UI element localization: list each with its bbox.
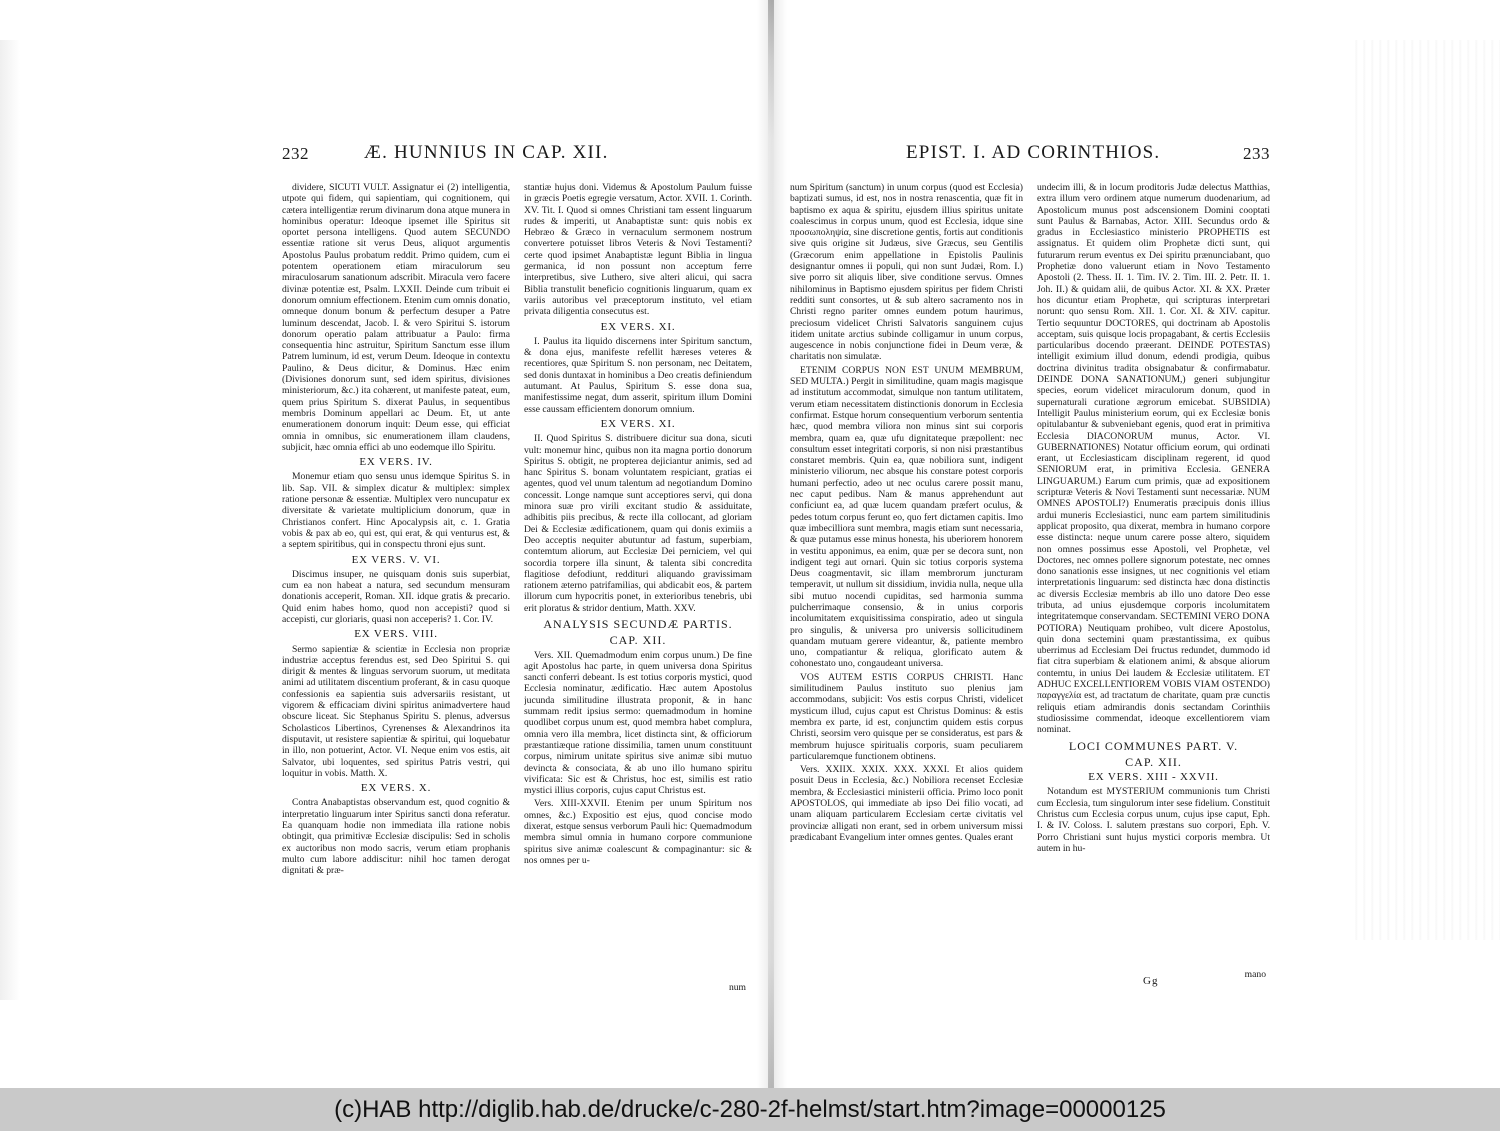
right-running-head [790, 140, 1270, 170]
left-page-column-2 [524, 182, 752, 982]
text-paragraph: Monemur etiam quo sensu unus idemque Spiritus S. in lib. Sap. VII. & simplex dicatur & multiplex: simplex ratione personæ & essentiæ. Multiplex vero nuncupatur ex diversitate & varietate multiplicium donorum, quæ in Christianos confert. Hinc Apocalypsis ait, c. 1. Gratia vobis & pax ab eo, qui est, qui erat, & qui venturus est, & a septem spiritibus, qui in conspectu throni ejus sunt. [282, 471, 510, 551]
right-catchword: mano [1244, 969, 1266, 980]
text-paragraph: num Spiritum (sanctum) in unum corpus (quod est Ecclesia) baptizati sumus, id est, nos in nostra renascentia, quæ fit in baptismo ex aqua & spiritu, ejusdem illius spiritus unitate coalescimus in corpus unum, quod est Ecclesia, idque sine προσωποληψία, sine discretione gentis, fortis aut conditionis sive quis origine sit Judæus, sive Græcus, seu Gentilis (Græcorum enim appellatione in Epistolis Paulinis designantur omnes ii populi, qui non sunt Judæi, Rom. I.) sive porro sit aliquis liber, sive conditione servus. Omnes nihilominus in Baptismo ejusdem spiritus per fidem Christi redditi sunt consortes, ut & sub altero sacramento nos in Christi regno pariter omnes eundem potum haurimus, preciosum videlicet Christi Salvatoris sanguinem cujus itidem unitate arctius subinde colligamur in unum corpus, augescence in nobis conjunctione fidei in Deum veræ, & charitatis non simulatæ. [790, 182, 1023, 363]
right-page-number: 233 [1243, 144, 1270, 163]
text-paragraph: ETENIM CORPUS NON EST UNUM MEMBRUM, SED MULTA.) Pergit in similitudine, quam magis magisque ad institutum accommodat, simulque non tantum utilitatem, verum etiam necessitatem distinctionis donorum in Ecclesia confirmat. Estque horum consequentium verborum sententia hæc, quod membra viliora non minus sint sui corporis membra, quam ea, quæ ufu dignitateque præpollent: nec consultum esset integritati corporis, si non nisi præstantibus constaret membris. Quin ea, quæ nobiliora sunt, indigent ministerio viliorum, nec absque his constare potest corporis humani perfectio, adeo ut nec oculus carere possit manu, nec caput pedibus. Nam & manus apprehendunt aut conficiunt ea, ad quæ lucem quandam præfert oculus, & pedes totum corpus ferunt eo, quo fert dictamen capitis. Imo quæ imbecilliora sunt membra, magis etiam sunt necessaria, & quæ putamus esse minus honesta, his uberiorem honorem in vestitu apponimus, ea enim, quæ per se decora sunt, non indigent tegi aut ornari. Quin sic totius corporis systema Deus coagmentavit, sic illam membrorum juncturam temperavit, ut nullum sit dissidium, invidia nulla, neque ulla sibi mutuo nocendi cupiditas, sed harmonia summa pulcherrimaque consensio, & in unius corporis incolumitatem exquisitissima conspiratio, adeo ut singula pro singulis, & universa pro universis sollicitudinem quandam mutuam gerere videantur, &, patiente membro uno, compatiantur & reliqua, glorificato autem & cohonestato uno, congaudeant universa. [790, 364, 1023, 670]
left-page-edge [0, 40, 20, 1000]
section-heading: EX VERS. V. VI. [351, 553, 441, 566]
left-catchword: num [728, 982, 746, 993]
text-paragraph: I. Paulus ita liquido discernens inter Spiritum sanctum, & dona ejus, manifeste refellit hæreses veteres & recentiores, quæ Spiritum S. non personam, nec Deitatem, sed donis duntaxat in hominibus a Deo creatis definiendum autumant. At Paulus, Spiritum S. esse dona sua, manifestissime negat, dum asserit, spiritum illum Domini esse caussam efficientem donorum omnium. [524, 335, 752, 415]
section-heading: LOCI COMMUNES PART. V. [1068, 738, 1239, 753]
right-page-column-1 [790, 182, 1023, 982]
section-heading: EX VERS. XI. [600, 417, 676, 430]
text-paragraph: undecim illi, & in locum proditoris Judæ delectus Matthias, extra illum vero ordinem atque numerum duodenarium, ad Apostolicum munus post adscensionem Domini cooptati sunt Paulus & Barnabas, Actor. XIII. Secundus ordo & gradus in Ecclesiastico ministerio PROPHETIS est assignatus. Et quidem olim Prophetæ dicti sunt, qui futurarum rerum eventus ex Dei spiritu prænunciabant, quo Prophetiæ dono valuerunt etiam in Novo Testamento Apostoli (2. Thess. II. 1. Tim. IV. 2. Tim. III. 2. Petr. II. 1. Joh. II.) & quidam alii, de quibus Actor. XI. & XX. Præter hos dicuntur etiam Prophetæ, qui scripturas interpretari norunt: quo sensu Rom. XII. 1. Cor. XI. & XIV. capitur. Tertio sequuntur DOCTORES, qui doctrinam ab Apostolis acceptam, suis quisque locis propagabant, & certis Ecclesiis particularibus docendo præerant. DEINDE POTESTAS) intelligit eximium illud donum, edendi prodigia, quibus doctrina divinitus tradita obsignabatur & confirmabatur. DEINDE DONA SANATIONUM,) generi subjungitur species, eorum videlicet miraculorum donum, quod in supernaturali curatione ægrorum emicebat. SUBSIDIA) Intelligit Paulus ministerium eorum, qui ex Ecclesiæ bonis opitulabantur & subveniebant egenis, quod erat in primitiva Ecclesia DIACONORUM munus, Actor. VI. GUBERNATIONES) Notatur officium eorum, qui ordinati erant, ut Ecclesiasticam disciplinam regerent, id quod SENIORUM erat, in primitiva Ecclesia. GENERA LINGUARUM.) Earum cum primis, quæ ad expositionem scripturæ Veteris & Novi Testamenti sunt necessariæ. NUM OMNES APOSTOLI?) Enumeratis præcipuis donis illius ardui muneris Ecclesiastici, nunc eam partem similitudinis applicat proposito, qua dixerat, membra in humano corpore esse distincta: neque unum carere posse altero, siquidem non omnes possimus esse Apostoli, vel Prophetæ, vel Doctores, nec omnes pollere signorum potestate, nec omnes dono sanationis esse insignes, ut nec cognitionis vel etiam interpretationis linguarum: sed distincta hæc dona distinctis ac diversis Ecclesiæ membris ab illo uno datore Deo esse tributa, ad unius ejusdemque corporis incolumitatem integritatemque conservandam. SECTEMINI VERO DONA POTIORA) Neutiquam prohibeo, vult dicere Apostolus, quin dona sectemini quam præstantissima, ex quibus uberrimus ad Ecclesiam Dei fructus redundet, dummodo id fiat citra superbiam & elationem animi, & absque aliorum contemtu, in unius Dei laudem & Ecclesiæ utilitatem. ET ADHUC EXCELLENTIOREM VOBIS VIAM OSTENDO) παραγγελία est, ad tractatum de charitate, quam præ cunctis reliquis etiam admirandis donis sectandam Corinthiis studiosissime commendat, ideoque excellentiorem viam nominat. [1037, 182, 1270, 736]
section-heading: CAP. XII. [609, 633, 667, 648]
text-paragraph: Sermo sapientiæ & scientiæ in Ecclesia non propriæ industriæ acceptus ferendus est, sed Deo Spiritui S. qui dirigit & mentes & linguas servorum suorum, ut meditata animi ad utilitatem discentium proferant, & in casu quoque confessionis ea sapientia suis adversariis resistant, ut vigorem & efficaciam divini spiritus animadvertere haud obscure liceat. Sic Stephanus Spiritu S. plenus, adversus Scholasticos Libertinos, Cyrenenses & Alexandrinos ita disputavit, ut resistere sapientiæ & spiritui, qui loquebatur in illo, non potuerint, Actor. VI. Neque enim vos estis, ait Salvator, ubi loquentes, sed spiritus Patris vestri, qui loquitur in vobis. Matth. X. [282, 643, 510, 779]
credit-url: (c)HAB http://diglib.hab.de/drucke/c-280-2f-helmst/start.htm?image=00000125 [334, 1095, 1166, 1123]
section-heading: EX VERS. XIII - XXVII. [1088, 771, 1219, 784]
text-paragraph: Vers. XIII-XXVII. Etenim per unum Spiritum nos omnes, &c.) Expositio est ejus, quod concise modo dixerat, estque sensus verborum Pauli hic: Quemadmodum membra simul omnia in humano corpore communione spiritus sive animæ coalescunt & compaginantur: sic & nos omnes per u- [524, 798, 752, 866]
text-paragraph: Vers. XII. Quemadmodum enim corpus unum.) De fine agit Apostolus hac parte, in quem universa dona Spiritus sancti conferri debeant. Is est totius corporis mystici, quod Ecclesia nominatur, ædificatio. Hæc autem Apostolus jucunda similitudine illustrata proponit, & in hanc summam redit ipsius sermo: quemadmodum in homine quodlibet corpus unum est, quod membra habet complura, omnia vero illa membra, licet distincta sint, & officiorum præstantiæque ratione dissimilia, tamen unum constituunt corpus, nimirum unitate spiritus sive animæ sibi mutuo devincta & consociata, & ab uno illo humano spiritu vivificata: Sic est & Christus, hoc est, similis est ratio mystici illius corporis, cujus caput Christus est. [524, 649, 752, 797]
signature-mark: Gg [1143, 975, 1159, 987]
section-heading: EX VERS. XI. [600, 320, 676, 333]
right-page-column-2 [1037, 182, 1270, 982]
text-paragraph: II. Quod Spiritus S. distribuere dicitur sua dona, sicuti vult: monemur hinc, quibus non ita magna portio donorum Spiritus S. obtigit, ne propterea dejiciantur animis, sed ad hanc Spiritus S. bonam voluntatem respiciant, gratias ei agentes, quod vel unum talentum ad negotiandum Domino concessit. Longe namque sunt acceptiores servi, qui dona minora suæ pro virili excitant studio & assiduitate, adhibitis piis precibus, & recte illa collocant, ad gloriam Dei & Ecclesiæ ædificationem, quam qui donis eximiis a Deo acceptis nequiter abutuntur ad fastum, superbiam, contemtum aliorum, aut Ecclesiæ Dei perniciem, vel qui socordia torpere illa sinunt, & talenta sibi concredita flagitiose defodiunt, reddituri aliquando gravissimam rationem æterno patrifamilias, qui abdicabit eos, & partem illorum cum hypocritis ponet, in exterioribus tenebris, ubi erit ploratus & stridor dentium, Matth. XXV. [524, 433, 752, 614]
credit-bar [0, 1088, 1500, 1131]
left-page-number: 232 [282, 144, 309, 163]
text-paragraph: stantiæ hujus doni. Videmus & Apostolum Paulum fuisse in græcis Poetis egregie versatum, Actor. XVII. 1. Corinth. XV. Tit. I. Quod si omnes Christiani tam essent linguarum rudes & imperiti, ut Anabaptistæ sunt: quis nobis ex Hebræo & Græco in vernaculum sermonem nostrum convertere potuisset libros Veteris & Novi Testamenti? certe quod ipsimet Anabaptistæ legunt Biblia in lingua germanica, id non possunt non acceptum ferre interpretibus, sive Luthero, sive alteri alicui, qui sacra Biblia transtulit beneficio cognitionis linguarum, quam ex variis autoribus vel præceptorum instituto, vel etiam privata diligentia consecutus est. [524, 182, 752, 318]
left-page-column-1 [282, 182, 510, 982]
section-heading: EX VERS. IV. [359, 456, 433, 469]
text-paragraph: VOS AUTEM ESTIS CORPUS CHRISTI. Hanc similitudinem Paulus instituto suo plenius jam accommodans, subjicit: Vos estis corpus Christi, videlicet mysticum illud, cujus caput est Christus Dominus: & estis membra ex parte, id est, conjunctim quidem estis corpus Christi, seorsim vero quisque per se consideratus, est pars & membrum hujusce spiritualis corporis, suam peculiarem particularemque functionem obtinens. [790, 671, 1023, 762]
section-heading: ANALYSIS SECUNDÆ PARTIS. [543, 616, 733, 631]
text-paragraph: Contra Anabaptistas observandum est, quod cognitio & interpretatio linguarum inter Spiritus sancti dona referatur. Ea quanquam hodie non immediata illa ratione nobis obtingit, qua primitivæ Ecclesiæ discipulis: Sed in scholis ex auctoribus non modo sacris, verum etiam prophanis multo cum labore addiscitur: nihil hoc tamen derogat dignitati & præ- [282, 797, 510, 877]
text-paragraph: dividere, SICUTI VULT. Assignatur ei (2) intelligentia, utpote qui fidem, qui sapientiam, qui cognitionem, qui cætera intelligentiæ rerum divinarum dona atque munera in hominibus operatur: Ideoque ipsemet ille Spiritus sit oportet persona intelligens. Quod autem SECUNDO essentiæ ratione sit verus Deus, aliquot argumentis Apostolus Paulus probatum reddit. Primo quidem, cum ei potentem operationem etiam miraculorum seu miraculosarum sanationum adscribit. Miracula vero facere divinæ potentiæ est, Psalm. LXXII. Deinde cum tribuit ei donorum omnium effectionem. Etenim cum omnis donatio, omneque donum bonum & perfectum desuper a Patre luminum descendat, Jacob. I. & vero Spiritui S. istorum donorum operatio palam attribuatur a Paulo: firma consequentia hinc astruitur, Spiritum Sanctum esse illum Patrem luminum, id est, verum Deum. Ideoque in contextu Paulino, & Deus dicitur, & Dominus. Hæc enim (Divisiones donorum sunt, sed idem spiritus, divisiones ministeriorum, &c.) ita cohærent, ut manifeste pateat, eum, quem prius Spiritum S. dixerat Paulus, in sequentibus membris Dominum appellari ac Deum. Et, ut ante enumerationem donorum inquit: Deum esse, qui efficiat omnia in omnibus, sic enumerationem illam claudens, subjicit, hæc omnia effici ab uno eodemque illo Spiritu. [282, 182, 510, 453]
right-running-title: EPIST. I. AD CORINTHIOS. [906, 142, 1161, 163]
text-paragraph: Notandum est MYSTERIUM communionis tum Christi cum Ecclesia, tum singulorum inter sese fidelium. Constituit Christus cum Ecclesia corpus unum, cujus ipse caput, Eph. I. & IV. Coloss. I. salutem præstans suo corpori, Eph. V. Porro Christiani sunt hujus mystici corporis membra. Ut autem in hu- [1037, 786, 1270, 854]
text-paragraph: Discimus insuper, ne quisquam donis suis superbiat, cum ea non habeat a natura, sed secundum mensuram donationis acceperit, Roman. XII. idque gratis & precario. Quid enim habes homo, quod non accepisti? quod si accepisti, cur gloriaris, quasi non acceperis? 1. Cor. IV. [282, 568, 510, 625]
text-paragraph: Vers. XXIIX. XXIX. XXX. XXXI. Et alios quidem posuit Deus in Ecclesia, &c.) Nobiliora recenset Ecclesiæ membra, & Ecclesiastici ministerii officia. Primo loco ponit APOSTOLOS, qui immediate ab ipso Dei filio vocati, ad unam aliquam particularem Ecclesiam certæ civitatis vel provinciæ alligati non erant, sed in orbem universum missi prædicabant Evangelium inter omnes gentes. Quales erant [790, 764, 1023, 843]
section-heading: CAP. XII. [1125, 754, 1182, 769]
left-page [282, 140, 752, 993]
right-page [790, 140, 1270, 990]
section-heading: EX VERS. VIII. [354, 628, 438, 641]
left-running-title: Æ. HUNNIUS IN CAP. XII. [364, 142, 609, 163]
left-running-head [282, 140, 752, 170]
section-heading: EX VERS. X. [360, 782, 432, 795]
right-page-edges [1350, 40, 1500, 940]
binding-shadow [768, 0, 774, 1088]
